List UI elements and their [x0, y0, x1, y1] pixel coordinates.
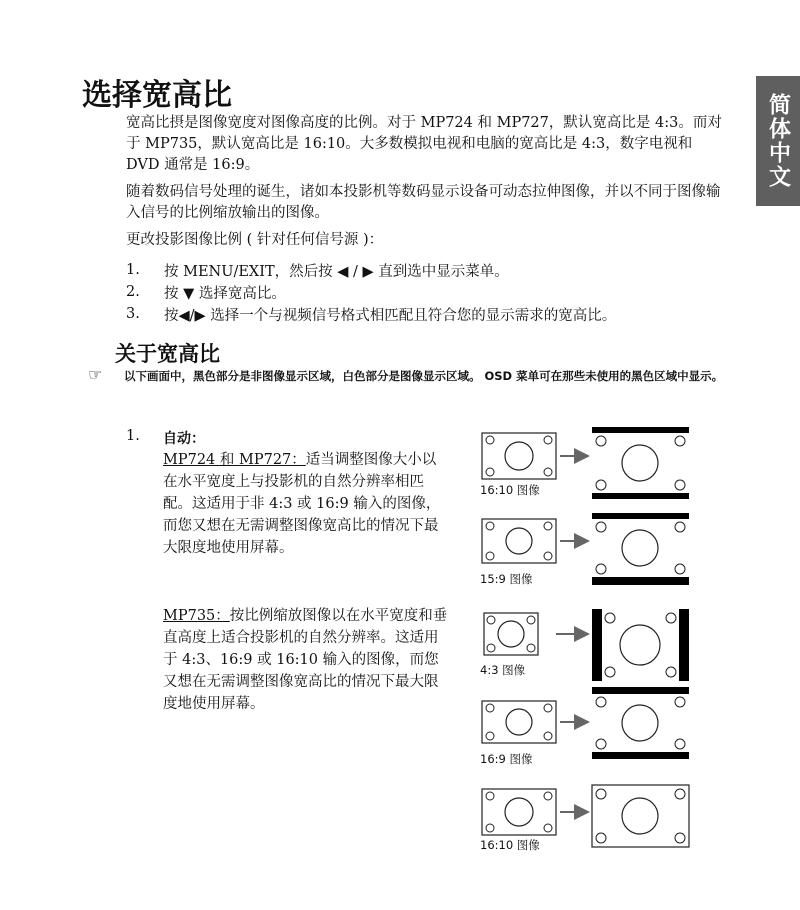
diagram-caption: 15:9 图像 — [480, 572, 533, 586]
aspect-ratio-diagrams — [476, 425, 696, 865]
step-number: 1. — [126, 262, 140, 278]
step-number: 3. — [126, 306, 140, 322]
pointing-hand-icon: ☞ — [88, 365, 103, 384]
model-label: MP735： — [163, 608, 230, 624]
description-mp724-mp727 — [163, 449, 448, 559]
step-text: 按 ▼ 选择宽高比。 — [164, 285, 286, 302]
language-tab[interactable] — [756, 76, 800, 206]
diagram-caption: 16:10 图像 — [480, 483, 540, 497]
model-label: MP724 和 MP727： — [163, 452, 306, 468]
item-number: 1. — [126, 428, 140, 444]
section-title: 关于宽高比 — [115, 342, 220, 366]
diagram-caption: 16:9 图像 — [480, 752, 533, 766]
step-list — [126, 259, 726, 325]
step-number: 2. — [126, 284, 140, 300]
step-item — [126, 259, 726, 281]
description-text: 适当调整图像大小以在水平宽度上与投影机的自然分辨率相匹配。这适用于非 4:3 或 16:9 输入的图像，而您又想在无需调整图像宽高比的情况下最大限度地使用屏幕。 — [163, 452, 441, 556]
step-text: 按 MENU/EXIT，然后按 ◀ / ▶ 直到选中显示菜单。 — [164, 263, 509, 280]
intro-paragraph-3: 更改投影图像比例 ( 针对任何信号源 )： — [126, 232, 384, 248]
step-item — [126, 303, 726, 325]
diagram-caption: 16:10 图像 — [480, 838, 540, 852]
step-item — [126, 281, 726, 303]
note-box — [88, 365, 728, 384]
item-title: 自动： — [163, 431, 205, 447]
diagram-caption: 4:3 图像 — [480, 663, 526, 677]
description-text: 按比例缩放图像以在水平宽度和垂直高度上适合投影机的自然分辨率。这适用于 4:3、16:9 或 16:10 输入的图像，而您又想在无需调整图像宽高比的情况下最大限度地使用屏幕。 — [163, 608, 448, 712]
language-tab-label: 简体中文 — [765, 93, 791, 189]
page-title: 选择宽高比 — [82, 78, 232, 113]
description-mp735 — [163, 605, 448, 715]
intro-paragraph-2: 随着数码信号处理的诞生，诸如本投影机等数码显示设备可动态拉伸图像，并以不同于图像输入信号的比例缩放输出的图像。 — [126, 184, 721, 221]
intro-paragraph-1: 宽高比摂是图像宽度对图像高度的比例。对于 MP724 和 MP727，默认宽高比是 4:3。而对于 MP735，默认宽高比是 16:10。大多数模拟电视和电脑的宽高比是 4:3，数字电视和 DVD 通常是 16:9。 — [126, 115, 722, 173]
note-text: 以下画面中，黑色部分是非图像显示区域，白色部分是图像显示区域。 OSD 菜单可在那些未使用的黑色区域中显示。 — [124, 369, 724, 383]
step-text: 按◀/▶ 选择一个与视频信号格式相匹配且符合您的显示需求的宽高比。 — [164, 307, 617, 324]
